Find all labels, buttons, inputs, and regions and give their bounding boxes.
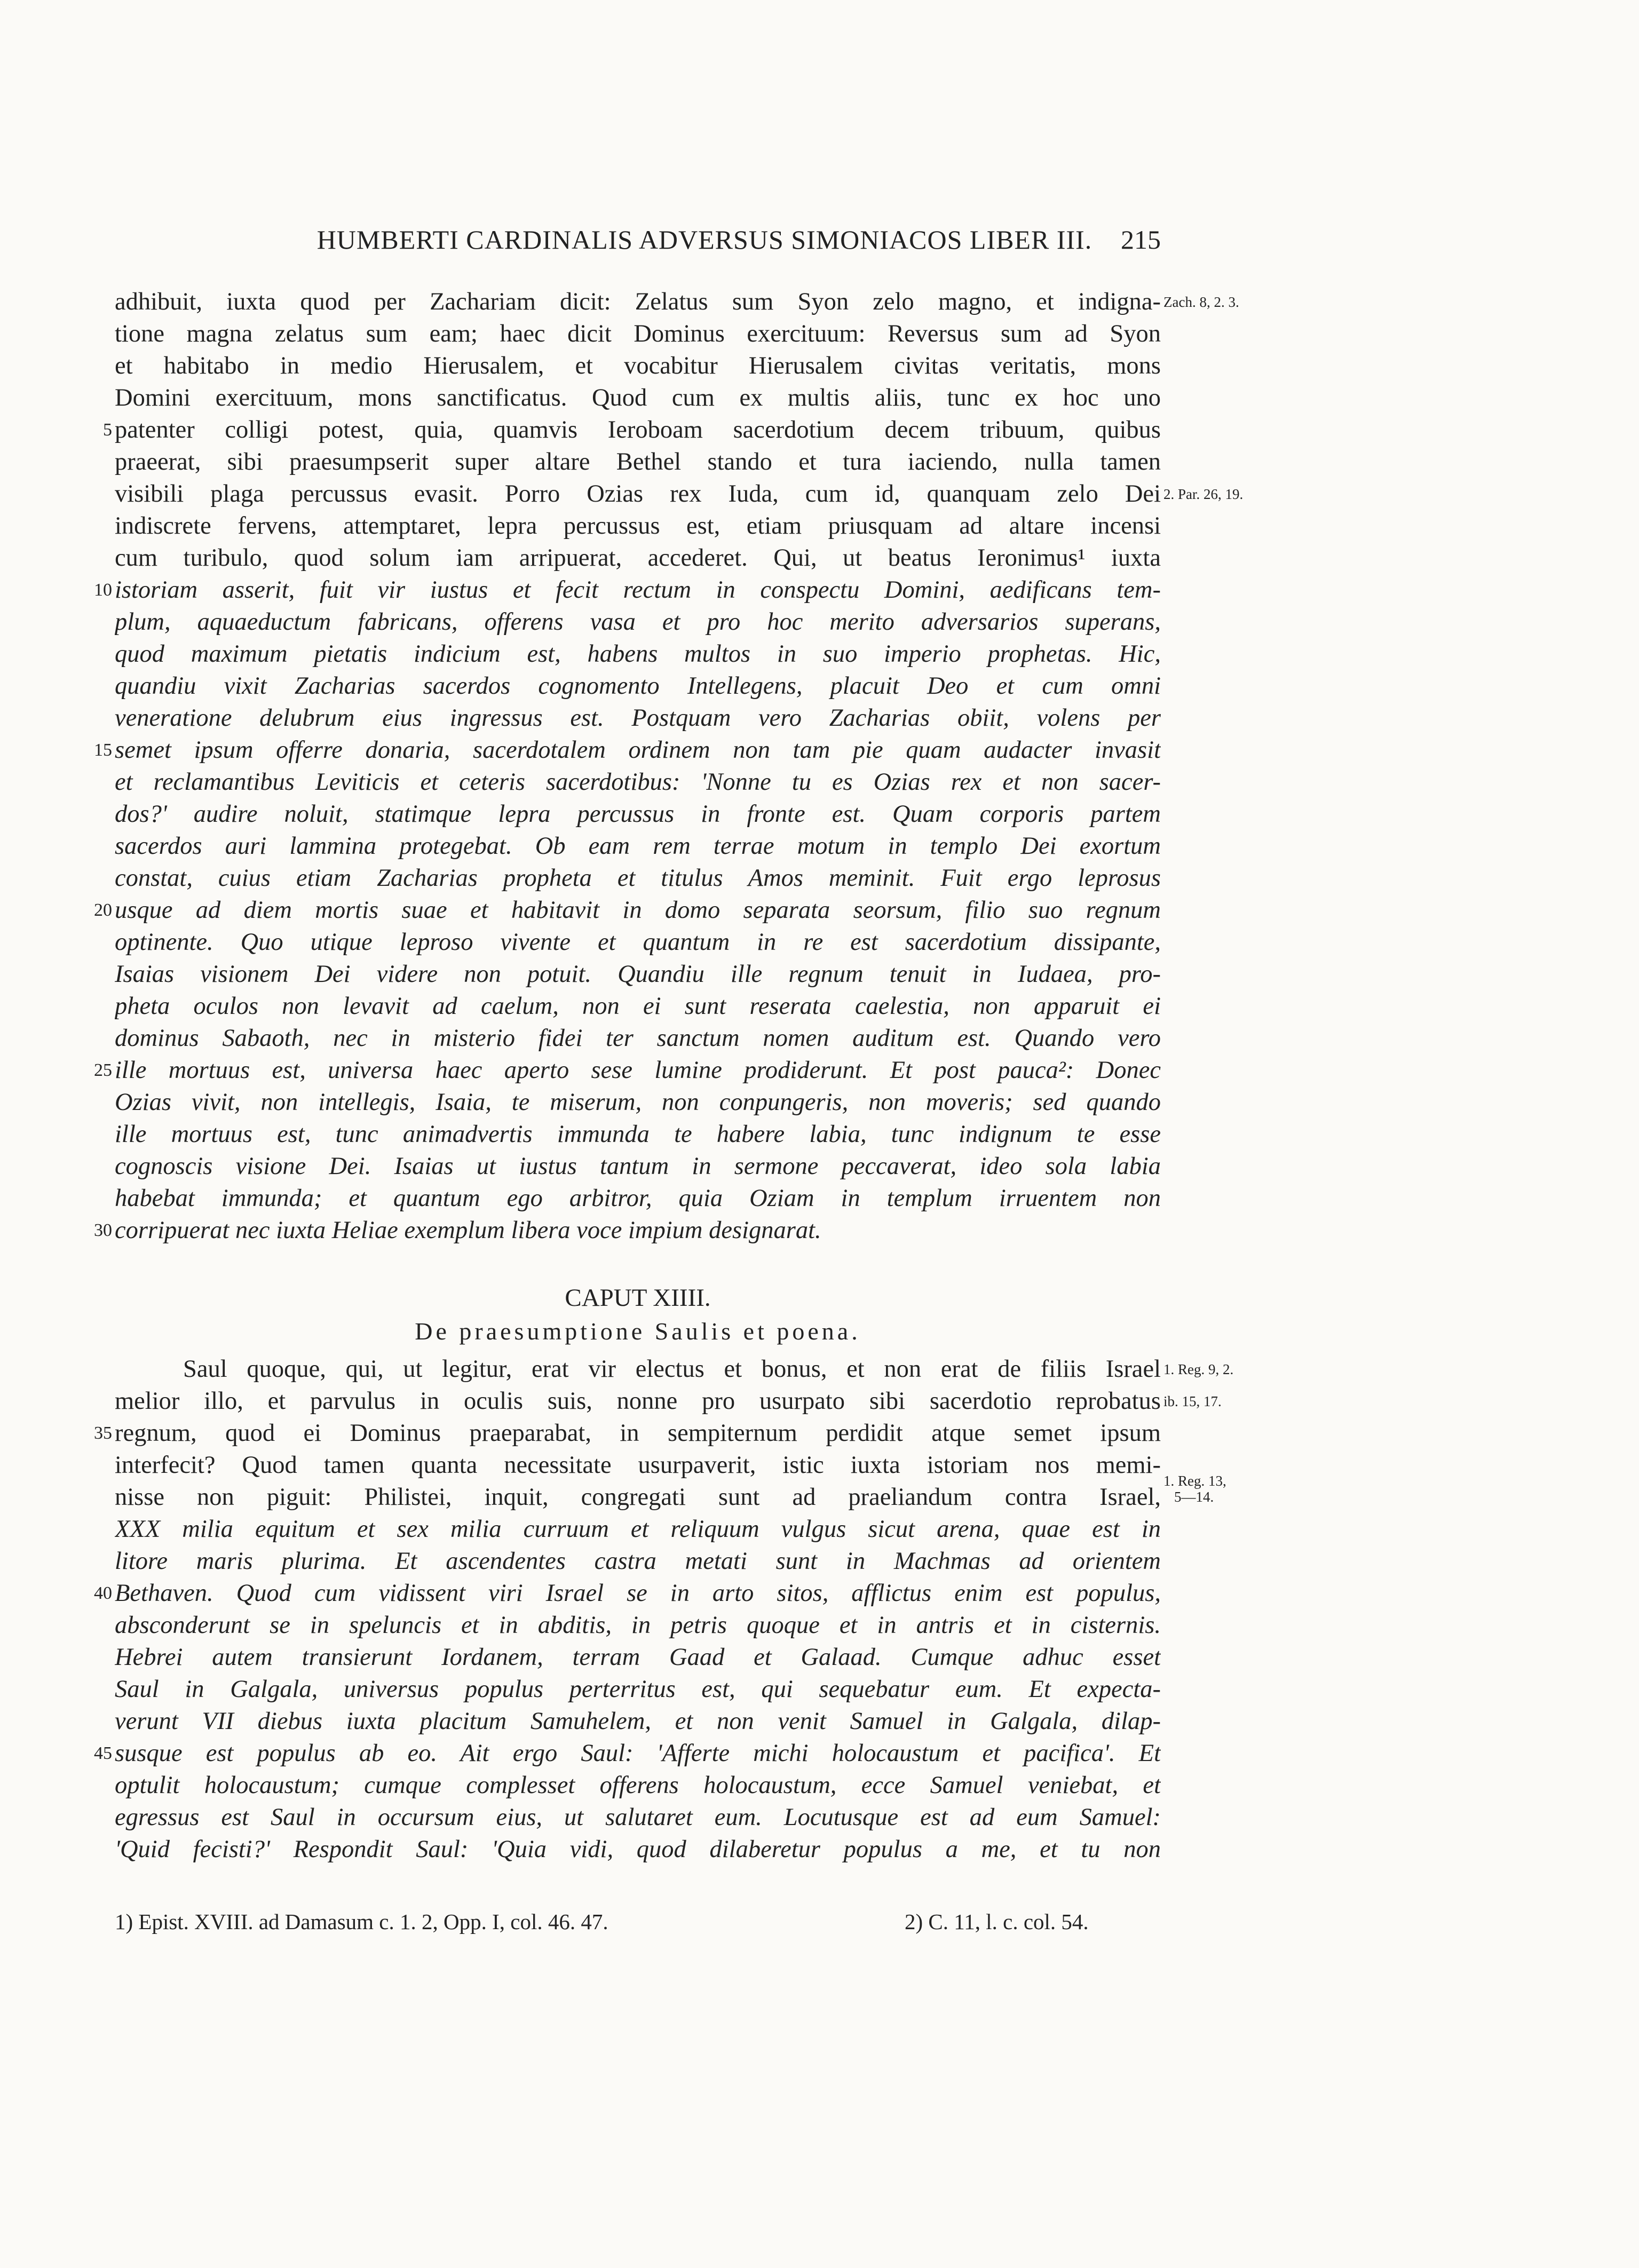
text-line: ille mortuus est, universa haec aperto sese lumine prodiderunt. Et post pauca²: Donec [115,1057,1161,1084]
text-line: adhibuit, iuxta quod per Zachariam dicit: Zelatus sum Syon zelo magno, et indigna- [115,288,1161,315]
footnote-2: 2) C. 11, l. c. col. 54. [905,1909,1089,1934]
text-line: et reclamantibus Leviticis et ceteris sacerdotibus: 'Nonne tu es Ozias rex et non sacer- [115,768,1161,796]
line-number: 30 [94,1220,112,1240]
text-line: usque ad diem mortis suae et habitavit in domo separata seorsum, filio suo regnum [115,897,1161,924]
margin-reference [1163,1473,1281,1506]
text-line: pheta oculos non levavit ad caelum, non ei sunt reserata caelestia, non apparuit ei [115,993,1161,1020]
running-title: HUMBERTI CARDINALIS ADVERSUS SIMONIACOS LIBER III. [316,225,1092,255]
text-line: cognoscis visione Dei. Isaias ut iustus tantum in sermone peccaverat, ideo sola labia [115,1153,1161,1180]
line-number: 45 [94,1743,112,1763]
text-line: absconderunt se in speluncis et in abditis, in petris quoque et in antris et in cisternis. [115,1612,1161,1639]
text-line: Isaias visionem Dei videre non potuit. Quandiu ille regnum tenuit in Iudaea, pro- [115,961,1161,988]
text-line: interfecit? Quod tamen quanta necessitate usurpaverit, istic iuxta istoriam nos memi- [115,1452,1161,1479]
line-number: 5 [103,420,112,440]
text-line: nisse non piguit: Philistei, inquit, congregati sunt ad praeliandum contra Israel, [115,1484,1161,1511]
line-number: 35 [94,1423,112,1443]
text-line: patenter colligi potest, quia, quamvis Ieroboam sacerdotium decem tribuum, quibus [115,416,1161,443]
text-line: indiscrete fervens, attemptaret, lepra percussus est, etiam priusquam ad altare incensi [115,512,1161,540]
line-number: 25 [94,1060,112,1080]
text-line: habebat immunda; et quantum ego arbitror, quia Oziam in templum irruentem non [115,1185,1161,1212]
text-line: dominus Sabaoth, nec in misterio fidei ter sanctum nomen auditum est. Quando vero [115,1025,1161,1052]
text-line: Saul in Galgala, universus populus perterritus est, qui sequebatur eum. Et expecta- [115,1676,1161,1703]
footnote-1: 1) Epist. XVIII. ad Damasum c. 1. 2, Opp. I, col. 46. 47. [115,1909,608,1934]
text-line: optinente. Quo utique leproso vivente et quantum in re est sacerdotium dissipante, [115,929,1161,956]
text-line: plum, aquaeductum fabricans, offerens vasa et pro hoc merito adversarios superans, [115,608,1161,636]
text-line: Hebrei autem transierunt Iordanem, terram Gaad et Galaad. Cumque adhuc esset [115,1644,1161,1671]
text-line: quandiu vixit Zacharias sacerdos cognomento Intellegens, placuit Deo et cum omni [115,672,1161,700]
text-line: 'Quid fecisti?' Respondit Saul: 'Quia vidi, quod dilaberetur populus a me, et tu non [115,1836,1161,1863]
text-line: ille mortuus est, tunc animadvertis immunda te habere labia, tunc indignum te esse [115,1121,1161,1148]
text-line: praeerat, sibi praesumpserit super altare Bethel stando et tura iaciendo, nulla tamen [115,448,1161,475]
text-line: Saul quoque, qui, ut legitur, erat vir electus et bonus, et non erat de filiis Israel [183,1355,1161,1383]
margin-reference: ib. 15, 17. [1163,1393,1222,1409]
margin-reference-line: 5—14. [1174,1489,1214,1505]
chapter-subtitle: De praesumptione Saulis et poena. [415,1318,861,1345]
text-line: Bethaven. Quod cum vidissent viri Israel se in arto sitos, afflictus enim est populus, [115,1580,1161,1607]
margin-reference: 1. Reg. 9, 2. [1163,1361,1234,1377]
text-line: istoriam asserit, fuit vir iustus et fecit rectum in conspectu Domini, aedificans tem- [115,576,1161,604]
text-line: egressus est Saul in occursum eius, ut salutaret eum. Locutusque est ad eum Samuel: [115,1804,1161,1831]
text-line: regnum, quod ei Dominus praeparabat, in sempiternum perdidit atque semet ipsum [115,1420,1161,1447]
text-line: semet ipsum offerre donaria, sacerdotalem ordinem non tam pie quam audacter invasit [115,736,1161,764]
line-number: 15 [94,740,112,760]
footnotes [115,1905,1161,1938]
text-line: quod maximum pietatis indicium est, habens multos in suo imperio prophetas. Hic, [115,640,1161,668]
line-number: 10 [94,580,112,600]
text-line: cum turibulo, quod solum iam arripuerat, accederet. Qui, ut beatus Ieronimus¹ iuxta [115,544,1161,572]
text-line: constat, cuius etiam Zacharias propheta et titulus Amos meminit. Fuit ergo leprosus [115,865,1161,892]
margin-reference: Zach. 8, 2. 3. [1163,294,1239,310]
text-line: tione magna zelatus sum eam; haec dicit Dominus exercituum: Reversus sum ad Syon [115,320,1161,347]
text-line: litore maris plurima. Et ascendentes castra metati sunt in Machmas ad orientem [115,1548,1161,1575]
text-line: verunt VII diebus iuxta placitum Samuhelem, et non venit Samuel in Galgala, dilap- [115,1708,1161,1735]
text-line: XXX milia equitum et sex milia curruum et reliquum vulgus sicut arena, quae est in [115,1516,1161,1543]
chapter-title: CAPUT XIIII. [565,1284,711,1312]
text-line: Domini exercituum, mons sanctificatus. Quod cum ex multis aliis, tunc ex hoc uno [115,384,1161,411]
text-line: sacerdos auri lammina protegebat. Ob eam rem terrae motum in templo Dei exortum [115,832,1161,860]
text-line: corripuerat nec iuxta Heliae exemplum libera voce impium designarat. [115,1217,821,1244]
text-line: susque est populus ab eo. Ait ergo Saul: 'Afferte michi holocaustum et pacifica'. Et [115,1740,1161,1767]
page-number: 215 [1121,225,1161,255]
line-number: 20 [94,900,112,920]
text-line: visibili plaga percussus evasit. Porro Ozias rex Iuda, cum id, quanquam zelo Dei [115,480,1161,507]
text-line: et habitabo in medio Hierusalem, et vocabitur Hierusalem civitas veritatis, mons [115,352,1161,379]
line-number: 40 [94,1583,112,1603]
text-line: Ozias vivit, non intellegis, Isaia, te miserum, non conpungeris, non moveris; sed quando [115,1089,1161,1116]
margin-reference: 2. Par. 26, 19. [1163,486,1244,502]
margin-reference-line: 1. Reg. 13, [1163,1473,1226,1489]
text-line: melior illo, et parvulus in oculis suis, nonne pro usurpato sibi sacerdotio reprobatus [115,1387,1161,1415]
text-line: dos?' audire noluit, statimque lepra percussus in fronte est. Quam corporis partem [115,800,1161,828]
text-line: veneratione delubrum eius ingressus est. Postquam vero Zacharias obiit, volens per [115,704,1161,732]
text-line: optulit holocaustum; cumque complesset offerens holocaustum, ecce Samuel veniebat, et [115,1772,1161,1799]
